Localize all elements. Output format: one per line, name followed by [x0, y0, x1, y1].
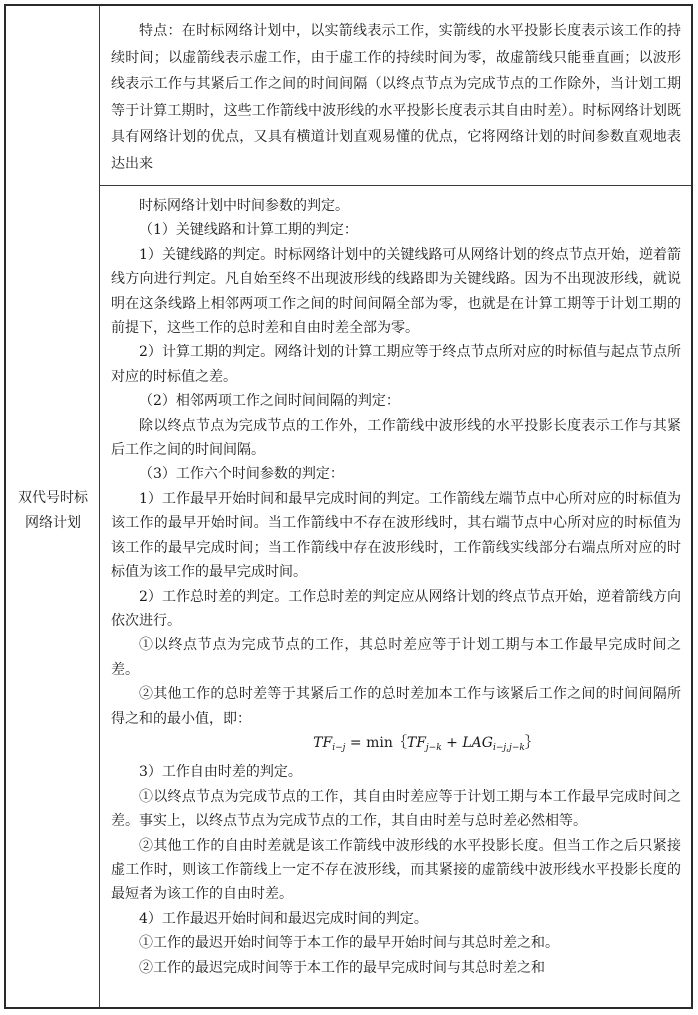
features-paragraph: 特点：在时标网络计划中，以实箭线表示工作，实箭线的水平投影长度表示该工作的持续时间；以虚箭线表示虚工作，由于虚工作的持续时间为零，故虚箭线只能垂直画；以波形线表示工作与其紧后工作之间的时间间隔（以终点节点为完成节点的工作除外，当计划工期等于计算工期时，这些工作箭线中波形线的水平投影长度表示其自由时差）。时标网络计划既具有网络计划的优点，又具有横道计划直观易懂的优点，它将网络计划的时间参数直观地表达出来	[111, 23, 681, 172]
formula-term-total-float: TF	[406, 734, 426, 751]
formula-term-lag: LAG	[462, 734, 493, 751]
features-cell	[100, 6, 691, 186]
document-table	[4, 4, 693, 1009]
paragraph: ②其他工作的自由时差就是该工作箭线中波形线的水平投影长度。但当工作之后只紧接虚工作时，则该工作箭线上一定不存在波形线，而其紧接的虚箭线中波形线水平投影长度的最短者为该工作的自由时差。	[111, 837, 681, 903]
paragraph: 1）工作最早开始时间和最早完成时间的判定。工作箭线左端节点中心所对应的时标值为该工作的最早开始时间。当工作箭线中不存在波形线时，其右端节点中心所对应的时标值为该工作的最早完成时间；当工作箭线中存在波形线时，工作箭线实线部分右端点所对应的时标值为该工作的最早完成时间。	[111, 490, 681, 581]
formula-lhs: TF	[313, 734, 333, 751]
row-header-line-2: 网络计划	[25, 515, 81, 531]
formula-plus: +	[441, 734, 463, 751]
row-header-cell	[6, 6, 100, 1007]
paragraph: 4）工作最迟开始时间和最迟完成时间的判定。	[139, 910, 428, 927]
content-column	[100, 6, 691, 1007]
formula-close: ｝	[524, 734, 539, 751]
paragraph: ①工作的最迟开始时间等于本工作的最早开始时间与其总时差之和。	[139, 935, 559, 952]
row-header-line-1: 双代号时标	[18, 490, 88, 506]
paragraph: 2）计算工期的判定。网络计划的计算工期应等于终点节点所对应的时标值与起点节点所对应的时标值之差。	[111, 344, 681, 385]
paragraph: 2）工作总时差的判定。工作总时差的判定应从网络计划的终点节点开始，逆着箭线方向依次进行。	[111, 588, 681, 629]
paragraph: 时标网络计划中时间参数的判定。	[139, 198, 349, 214]
formula-lhs-subscript: i−j	[332, 742, 346, 753]
paragraph: （1）关键线路和计算工期的判定：	[139, 222, 358, 239]
formula-term-lag-subscript: i−j,j−k	[492, 742, 525, 753]
formula-min: = min｛	[345, 734, 407, 751]
paragraph: （3）工作六个时间参数的判定：	[139, 466, 344, 483]
total-float-formula	[111, 731, 681, 760]
time-parameters-cell	[100, 186, 691, 1007]
paragraph: 3）工作自由时差的判定。	[139, 764, 302, 781]
paragraph: 除以终点节点为完成节点的工作外，工作箭线中波形线的水平投影长度表示工作与其紧后工作之间的时间间隔。	[111, 417, 681, 459]
paragraph: ①以终点节点为完成节点的工作，其总时差应等于计划工期与本工作最早完成时间之差。	[111, 637, 681, 678]
paragraph: ①以终点节点为完成节点的工作，其自由时差应等于计划工期与本工作最早完成时间之差。事实上，以终点节点为完成节点的工作，其自由时差与总时差必然相等。	[111, 788, 681, 830]
paragraph: （2）相邻两项工作之间时间间隔的判定：	[139, 393, 400, 410]
paragraph: ②其他工作的总时差等于其紧后工作的总时差加本工作与该紧后工作之间的时间间隔所得之和的最小值，即：	[111, 686, 681, 727]
paragraph: ②工作的最迟完成时间等于本工作的最早完成时间与其总时差之和	[139, 959, 545, 976]
row-header-label	[6, 486, 100, 536]
formula-term-total-float-subscript: j−k	[425, 742, 442, 753]
paragraph: 1）关键线路的判定。时标网络计划中的关键线路可从网络计划的终点节点开始，逆着箭线方向进行判定。凡自始至终不出现波形线的线路即为关键线路。因为不出现波形线，就说明在这条线路上相邻两项工作之间的时间间隔全部为零，也就是在计算工期等于计划工期的前提下，这些工作的总时差和自由时差全部为零。	[111, 246, 681, 337]
